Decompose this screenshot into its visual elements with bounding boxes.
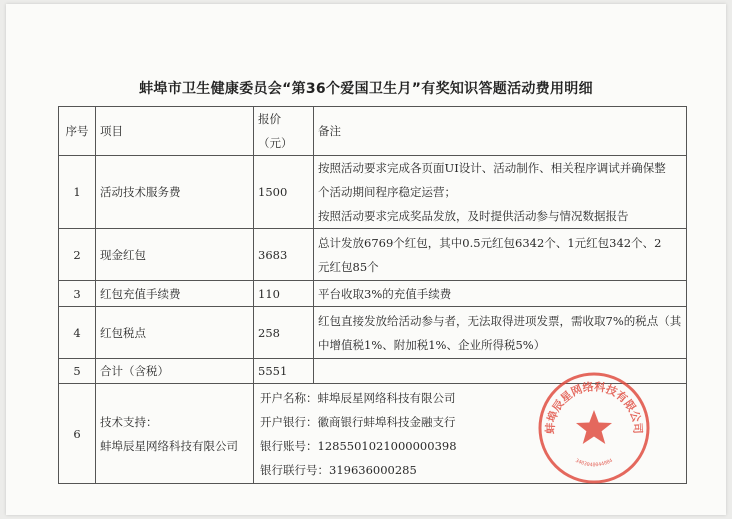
row-index: 5 — [59, 359, 96, 384]
bank-code-line: 银行联行号：319636000285 — [260, 462, 417, 477]
table-row — [59, 281, 687, 307]
remark-line: 按照活动要求完成奖品发放，及时提供活动参与情况数据报告 — [318, 209, 629, 223]
header-item: 项目 — [96, 107, 254, 156]
table-header-row — [59, 107, 687, 156]
row-item: 活动技术服务费 — [96, 156, 254, 229]
account-info-cell — [254, 384, 687, 484]
row-item: 现金红包 — [96, 229, 254, 281]
table-row — [59, 307, 687, 359]
row-price: 1500 — [254, 156, 314, 229]
row-index: 6 — [59, 384, 96, 484]
row-remarks — [314, 307, 687, 359]
row-index: 2 — [59, 229, 96, 281]
account-number-line: 银行账号：1285501021000000398 — [260, 438, 457, 453]
remark-line: 平台收取3%的充值手续费 — [318, 286, 452, 301]
remark-line: 按照活动要求完成各页面UI设计、活动制作、相关程序调试并确保整 — [318, 161, 666, 175]
table-row — [59, 156, 687, 229]
support-label: 技术支持： — [100, 414, 158, 429]
row-price: 5551 — [254, 359, 314, 384]
row-price: 258 — [254, 307, 314, 359]
seal-text: 蚌埠辰星网络科技有限公司 — [543, 380, 645, 435]
support-company: 蚌埠辰星网络科技有限公司 — [100, 438, 238, 453]
row-index: 1 — [59, 156, 96, 229]
remark-line: 元红包85个 — [318, 259, 379, 274]
header-remarks: 备注 — [314, 107, 687, 156]
total-row — [59, 359, 687, 384]
remark-line: 个活动期间程序稳定运营； — [318, 185, 456, 199]
row-index: 4 — [59, 307, 96, 359]
row-index: 3 — [59, 281, 96, 307]
document-title: 蚌埠市卫生健康委员会“第36个爱国卫生月”有奖知识答题活动费用明细 — [139, 81, 593, 97]
remark-line: 中增值税1%、附加税1%、企业所得税5%） — [318, 337, 546, 352]
row-item: 红包充值手续费 — [96, 281, 254, 307]
account-name-line: 开户名称：蚌埠辰星网络科技有限公司 — [260, 390, 456, 405]
remark-line: 总计发放6769个红包，其中0.5元红包6342个、1元红包342个、2 — [318, 235, 662, 250]
row-remarks — [314, 359, 687, 384]
row-item: 合计（含税） — [96, 359, 254, 384]
expense-table — [58, 106, 687, 484]
remark-line: 红包直接发放给活动参与者，无法取得进项发票，需收取7%的税点（其 — [318, 313, 682, 328]
table-row — [59, 229, 687, 281]
row-remarks — [314, 229, 687, 281]
header-price: 报价（元） — [254, 107, 314, 156]
header-index: 序号 — [59, 107, 96, 156]
row-price: 3683 — [254, 229, 314, 281]
seal-number: 3403040044084 — [574, 457, 614, 469]
row-item: 红包税点 — [96, 307, 254, 359]
row-price: 110 — [254, 281, 314, 307]
row-remarks — [314, 156, 687, 229]
support-row — [59, 384, 687, 484]
row-remarks — [314, 281, 687, 307]
account-bank-line: 开户银行：徽商银行蚌埠科技金融支行 — [260, 414, 456, 429]
support-cell — [96, 384, 254, 484]
